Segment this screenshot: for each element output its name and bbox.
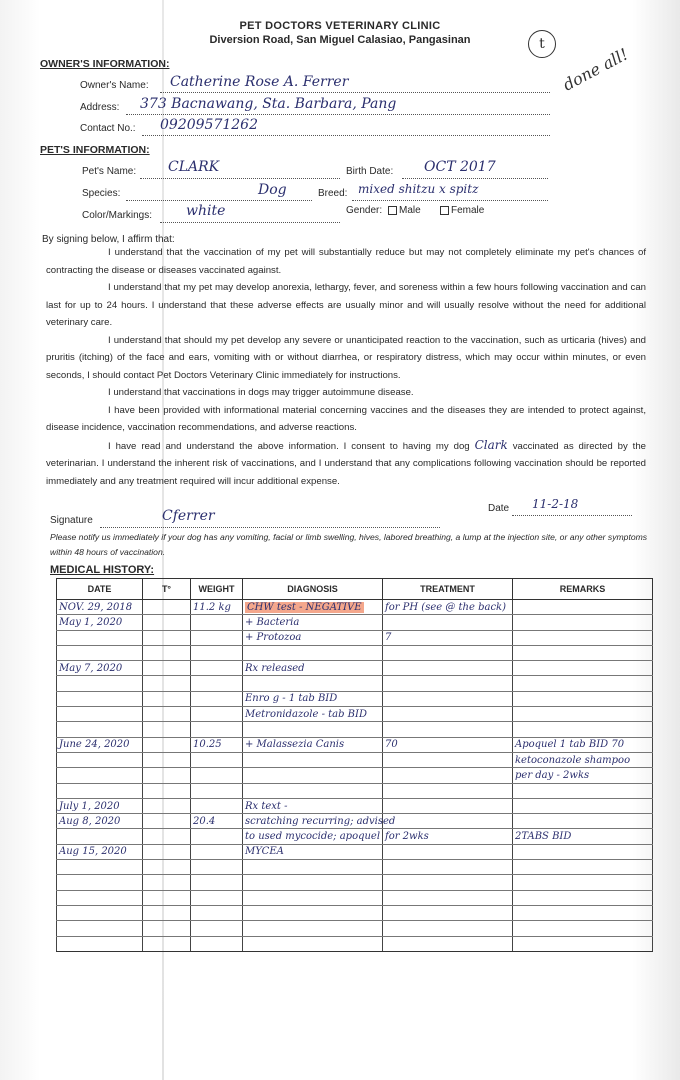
table-cell	[191, 722, 243, 737]
table-cell	[57, 844, 143, 859]
table-cell	[383, 905, 513, 920]
table-cell	[243, 645, 383, 660]
table-cell	[383, 630, 513, 645]
table-cell	[513, 844, 653, 859]
cell-text: 7	[385, 632, 392, 644]
table-cell	[191, 645, 243, 660]
table-cell	[243, 844, 383, 859]
cell-text: June 24, 2020	[59, 739, 130, 751]
owner-address-label: Address:	[80, 102, 120, 113]
table-cell	[243, 600, 383, 615]
table-cell	[143, 645, 191, 660]
table-cell	[243, 905, 383, 920]
pet-name-line	[140, 178, 340, 179]
handwritten-side-note: done all!	[559, 44, 632, 95]
table-row	[57, 875, 653, 890]
breed-line	[352, 200, 548, 201]
table-header-row	[57, 579, 653, 600]
table-cell	[243, 691, 383, 706]
table-cell	[243, 875, 383, 890]
table-cell	[513, 752, 653, 767]
clinic-address: Diversion Road, San Miguel Calasiao, Pangasinan	[209, 34, 471, 46]
color-label: Color/Markings:	[82, 210, 153, 221]
table-row	[57, 691, 653, 706]
table-cell	[383, 875, 513, 890]
table-cell	[191, 905, 243, 920]
table-cell	[243, 783, 383, 798]
table-cell	[513, 645, 653, 660]
table-cell	[191, 676, 243, 691]
table-row	[57, 752, 653, 767]
cell-text: NOV. 29, 2018	[59, 601, 133, 613]
table-cell	[143, 905, 191, 920]
cell-text: 10.25	[193, 739, 222, 751]
table-cell	[191, 860, 243, 875]
date-label: Date	[488, 503, 510, 514]
table-cell	[513, 768, 653, 783]
table-cell	[383, 829, 513, 844]
cell-text: Enro g - 1 tab BID	[245, 693, 338, 705]
gender-female-option	[440, 205, 484, 216]
table-cell	[143, 875, 191, 890]
male-checkbox	[388, 206, 397, 215]
contact-label: Contact No.:	[80, 123, 136, 134]
table-cell	[243, 860, 383, 875]
table-cell	[243, 661, 383, 676]
table-cell	[143, 615, 191, 630]
table-cell	[57, 615, 143, 630]
table-row	[57, 860, 653, 875]
table-cell	[383, 737, 513, 752]
color-line	[160, 222, 340, 223]
table-cell	[191, 691, 243, 706]
table-cell	[57, 875, 143, 890]
breed-value: mixed shitzu x spitz	[358, 182, 479, 196]
table-cell	[57, 722, 143, 737]
date-value: 11-2-18	[532, 497, 579, 511]
table-cell	[243, 615, 383, 630]
table-cell	[143, 768, 191, 783]
cell-text: MYCEA	[245, 846, 284, 858]
owner-address-value: 373 Bacnawang, Sta. Barbara, Pang	[140, 96, 397, 112]
table-cell	[383, 890, 513, 905]
cell-text: + Protozoa	[245, 632, 302, 644]
table-cell	[57, 890, 143, 905]
cell-text: 70	[385, 739, 398, 751]
table-cell	[191, 630, 243, 645]
table-cell	[191, 752, 243, 767]
table-cell	[143, 737, 191, 752]
table-row	[57, 814, 653, 829]
birth-date-line	[402, 178, 548, 179]
table-cell	[57, 691, 143, 706]
table-cell	[383, 783, 513, 798]
cell-text: May 1, 2020	[59, 616, 123, 628]
table-cell	[383, 645, 513, 660]
table-cell	[513, 860, 653, 875]
consent-p3: I understand that should my pet develop any severe or unanticipated reaction to the vaccination, such as urticaria (hives) and pruritis (itching) of the face and ears, vomiting with or without diarrhea, or respiratory distress, which may occur within minutes, or even seconds, I should contact Pet Doctors Veterinary Clinic immediately for instructions.	[46, 334, 646, 381]
table-cell	[143, 676, 191, 691]
table-cell	[383, 600, 513, 615]
table-cell	[513, 890, 653, 905]
table-row	[57, 615, 653, 630]
species-line	[126, 200, 312, 201]
owner-name-line	[160, 92, 550, 93]
table-cell	[243, 829, 383, 844]
table-cell	[191, 921, 243, 936]
table-cell	[513, 722, 653, 737]
table-cell	[57, 829, 143, 844]
table-cell	[143, 814, 191, 829]
table-cell	[383, 722, 513, 737]
table-cell	[383, 860, 513, 875]
table-cell	[57, 645, 143, 660]
cell-text: scratching recurring; advised	[245, 815, 396, 827]
table-cell	[57, 737, 143, 752]
column-header: DATE	[57, 579, 143, 600]
medical-history-title: MEDICAL HISTORY:	[50, 564, 155, 576]
cell-text: 20.4	[193, 815, 216, 827]
birth-date-label: Birth Date:	[346, 166, 394, 177]
column-header: DIAGNOSIS	[243, 579, 383, 600]
table-cell	[191, 661, 243, 676]
breed-label: Breed:	[318, 188, 348, 199]
date-line	[512, 515, 632, 516]
table-cell	[513, 737, 653, 752]
table-cell	[383, 798, 513, 813]
table-row	[57, 737, 653, 752]
consent-p4: I understand that vaccinations in dogs may trigger autoimmune disease.	[108, 387, 414, 398]
table-cell	[243, 921, 383, 936]
table-cell	[191, 707, 243, 722]
consent-p6-start: I have read and understand the above information. I consent to having my dog	[108, 440, 470, 452]
table-cell	[383, 844, 513, 859]
table-row	[57, 905, 653, 920]
table-cell	[513, 798, 653, 813]
owner-name-value: Catherine Rose A. Ferrer	[170, 74, 349, 90]
table-cell	[57, 676, 143, 691]
table-cell	[143, 691, 191, 706]
table-cell	[383, 661, 513, 676]
table-cell	[513, 707, 653, 722]
corner-circle-mark: t	[528, 30, 556, 58]
consent-p2: I understand that my pet may develop anorexia, lethargy, fever, and soreness within a few hours following vaccination and can last for up to 24 hours. I understand that these adverse effects are usually minor and will usually resolve without the need for additional veterinary care.	[46, 282, 646, 328]
gender-female-label: Female	[451, 205, 485, 216]
table-body	[57, 600, 653, 952]
owner-section-title: OWNER'S INFORMATION:	[40, 58, 170, 70]
table-cell	[57, 936, 143, 951]
species-label: Species:	[82, 188, 121, 199]
table-cell	[513, 905, 653, 920]
owner-name-label: Owner's Name:	[80, 80, 149, 91]
table-cell	[383, 814, 513, 829]
table-cell	[57, 600, 143, 615]
table-cell	[513, 630, 653, 645]
table-cell	[57, 630, 143, 645]
table-cell	[513, 783, 653, 798]
table-cell	[143, 798, 191, 813]
consent-intro: By signing below, I affirm that:	[42, 234, 175, 245]
table-cell	[383, 921, 513, 936]
table-cell	[143, 936, 191, 951]
table-row	[57, 783, 653, 798]
table-row	[57, 768, 653, 783]
table-cell	[513, 600, 653, 615]
pet-section-title: PET'S INFORMATION:	[40, 144, 150, 156]
table-cell	[513, 615, 653, 630]
table-cell	[143, 707, 191, 722]
cell-text: Aug 15, 2020	[59, 846, 127, 858]
table-row	[57, 936, 653, 951]
table-cell	[57, 661, 143, 676]
consent-dog-name: Clark	[474, 437, 508, 452]
table-cell	[513, 921, 653, 936]
table-cell	[513, 875, 653, 890]
cell-text: Rx text -	[245, 800, 288, 812]
table-cell	[191, 768, 243, 783]
table-cell	[383, 707, 513, 722]
table-cell	[383, 676, 513, 691]
cell-text: Metronidazole - tab BID	[245, 708, 367, 720]
table-cell	[57, 783, 143, 798]
cell-text: Aug 8, 2020	[59, 815, 121, 827]
table-cell	[191, 844, 243, 859]
cell-text: Rx released	[245, 662, 305, 674]
gender-male-label: Male	[399, 205, 421, 216]
table-cell	[143, 722, 191, 737]
table-cell	[243, 798, 383, 813]
consent-p6	[46, 437, 646, 491]
cell-text: + Bacteria	[245, 616, 300, 628]
table-cell	[243, 814, 396, 829]
table-row	[57, 921, 653, 936]
female-checkbox	[440, 206, 449, 215]
cell-text: for 2wks	[385, 831, 429, 843]
clinic-name: PET DOCTORS VETERINARY CLINIC	[239, 20, 441, 32]
table-cell	[513, 814, 653, 829]
table-cell	[57, 905, 143, 920]
table-cell	[143, 600, 191, 615]
cell-text: May 7, 2020	[59, 662, 123, 674]
contact-line	[142, 135, 550, 136]
table-cell	[383, 768, 513, 783]
table-cell	[243, 676, 383, 691]
table-row	[57, 829, 653, 844]
table-cell	[143, 829, 191, 844]
table-row	[57, 722, 653, 737]
column-header: TREATMENT	[383, 579, 513, 600]
table-cell	[191, 798, 243, 813]
consent-p6-end: vaccinated as directed by the veterinarian. I understand the inherent risk of vaccinations, and I understand that any complications following vaccination should be reported immediately and any treatment required will incur additional expense.	[46, 440, 646, 487]
table-row	[57, 707, 653, 722]
table-cell	[243, 707, 383, 722]
table-cell	[57, 768, 143, 783]
table-cell	[513, 691, 653, 706]
medical-history-table	[56, 578, 653, 952]
table-cell	[383, 691, 513, 706]
pet-name-label: Pet's Name:	[82, 166, 137, 177]
table-cell	[143, 890, 191, 905]
table-cell	[243, 890, 383, 905]
table-cell	[383, 936, 513, 951]
table-cell	[243, 936, 383, 951]
table-cell	[243, 722, 383, 737]
table-row	[57, 844, 653, 859]
table-cell	[383, 752, 513, 767]
pet-name-value: CLARK	[168, 159, 220, 175]
table-cell	[57, 921, 143, 936]
table-cell	[191, 814, 243, 829]
table-cell	[513, 661, 653, 676]
table-cell	[191, 783, 243, 798]
table-cell	[143, 844, 191, 859]
table-cell	[243, 737, 383, 752]
signature-value: Cferrer	[162, 508, 215, 524]
table-cell	[143, 860, 191, 875]
consent-p5: I have been provided with informational material concerning vaccines and the diseases they are intended to protect against, disease incidence, vaccination recommendations, and adverse reactions.	[46, 404, 646, 433]
cell-text: ketoconazole shampoo	[515, 754, 631, 766]
cell-text: Apoquel 1 tab BID 70	[515, 739, 625, 751]
table-cell	[191, 615, 243, 630]
cell-text: CHW test - NEGATIVE	[247, 601, 362, 613]
table-cell	[143, 661, 191, 676]
table-cell	[57, 860, 143, 875]
table-cell	[57, 814, 143, 829]
cell-text: per day - 2wks	[515, 769, 590, 781]
table-cell	[243, 768, 383, 783]
owner-address-line	[126, 114, 550, 115]
signature-label: Signature	[50, 515, 93, 526]
table-cell	[513, 936, 653, 951]
table-cell	[191, 875, 243, 890]
table-cell	[143, 752, 191, 767]
table-row	[57, 890, 653, 905]
species-value: Dog	[258, 182, 287, 198]
birth-date-value: OCT 2017	[424, 159, 496, 175]
column-header: REMARKS	[513, 579, 653, 600]
table-cell	[143, 783, 191, 798]
cell-text: 2TABS BID	[515, 831, 572, 843]
vaccination-notice: Please notify us immediately if your dog has any vomiting, facial or limb swelling, hives, labored breathing, a lump at the injection site, or any other symptoms within 48 hours of vaccination.	[50, 532, 648, 557]
table-cell	[513, 829, 653, 844]
table-row	[57, 600, 653, 615]
table-cell	[191, 829, 243, 844]
table-cell	[57, 798, 143, 813]
column-header: WEIGHT	[191, 579, 243, 600]
color-value: white	[186, 203, 226, 219]
table-row	[57, 630, 653, 645]
table-row	[57, 645, 653, 660]
table-row	[57, 676, 653, 691]
table-cell	[513, 676, 653, 691]
cell-text: to used mycocide; apoquel	[245, 831, 381, 843]
cell-text: + Malassezia Canis	[245, 739, 345, 751]
table-cell	[143, 630, 191, 645]
signature-line	[100, 527, 440, 528]
table-cell	[191, 936, 243, 951]
table-cell	[191, 737, 243, 752]
gender-male-option	[388, 205, 421, 216]
table-cell	[191, 600, 243, 615]
consent-p1: I understand that the vaccination of my pet will substantially reduce but may not completely eliminate my pet's chances of contracting the disease or diseases vaccinated against.	[46, 247, 646, 276]
gender-label: Gender:	[346, 205, 383, 216]
table-row	[57, 661, 653, 676]
table-cell	[191, 890, 243, 905]
table-cell	[143, 921, 191, 936]
cell-text: July 1, 2020	[59, 800, 120, 812]
consent-paragraphs	[46, 244, 646, 490]
table-cell	[57, 707, 143, 722]
column-header: T°	[143, 579, 191, 600]
cell-text: for PH (see @ the back)	[385, 601, 507, 613]
contact-value: 09209571262	[160, 117, 258, 133]
table-row	[57, 798, 653, 813]
table-cell	[383, 615, 513, 630]
table-cell	[243, 752, 383, 767]
cell-text: 11.2 kg	[193, 601, 231, 613]
table-cell	[57, 752, 143, 767]
table-cell	[243, 630, 383, 645]
